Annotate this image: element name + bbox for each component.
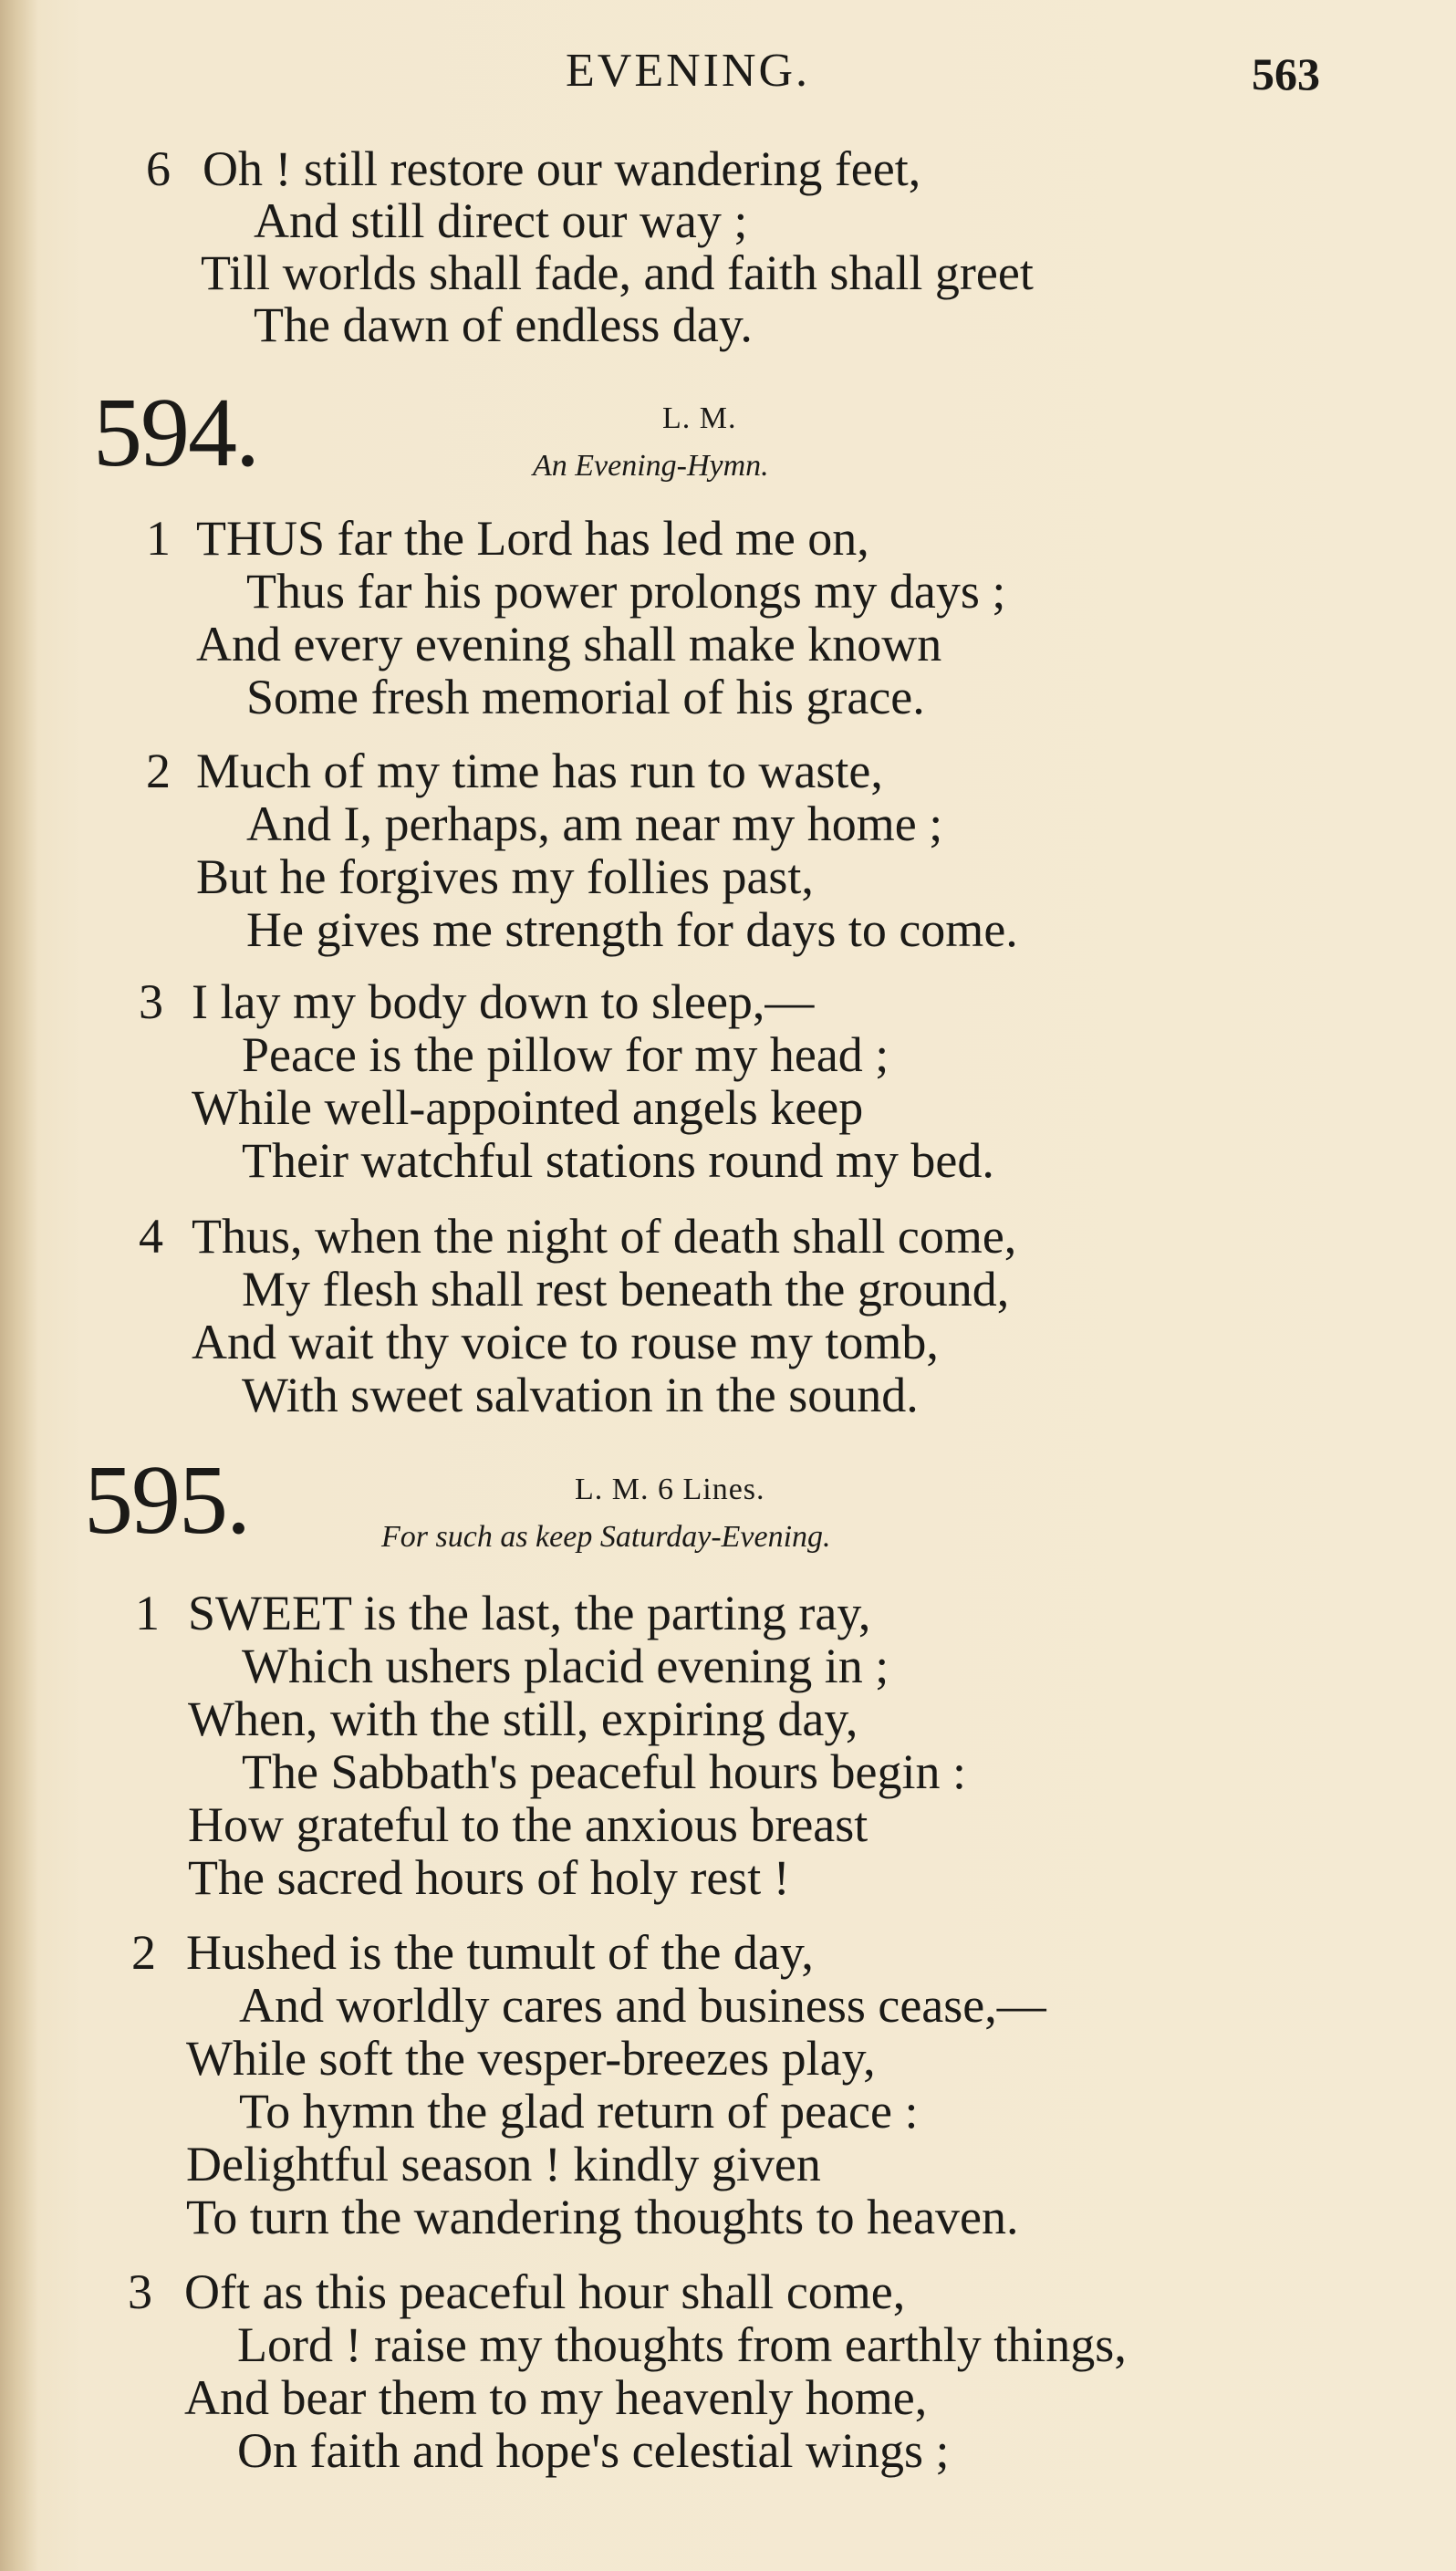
verse-line: And I, perhaps, am near my home ;	[246, 796, 943, 851]
stanza-number: 1	[146, 511, 171, 566]
verse-line: While well-appointed angels keep	[192, 1080, 864, 1135]
running-header-title: EVENING.	[566, 45, 811, 97]
verse-line: Oh ! still restore our wandering feet,	[203, 141, 921, 196]
verse-line: I lay my body down to sleep,—	[192, 974, 815, 1029]
verse-line: Till worlds shall fade, and faith shall greet	[201, 245, 1034, 300]
verse-line: Thus far his power prolongs my days ;	[246, 564, 1006, 619]
verse-line: When, with the still, expiring day,	[188, 1691, 858, 1746]
page-number: 563	[1252, 48, 1320, 99]
stanza-number: 2	[131, 1925, 156, 1980]
stanza-number: 1	[135, 1586, 160, 1640]
hymn-meter: L. M. 6 Lines.	[575, 1473, 765, 1506]
stanza-number: 2	[146, 744, 171, 798]
verse-line: Oft as this peaceful hour shall come,	[184, 2264, 906, 2319]
verse-line: To hymn the glad return of peace :	[239, 2084, 919, 2139]
verse-line: Hushed is the tumult of the day,	[186, 1925, 814, 1980]
verse-line: And worldly cares and business cease,—	[239, 1978, 1046, 2033]
hymn-subtitle: For such as keep Saturday-Evening.	[381, 1520, 831, 1554]
hymn-number: 595.	[84, 1446, 249, 1555]
verse-line: The dawn of endless day.	[254, 297, 753, 352]
verse-line: Which ushers placid evening in ;	[242, 1639, 889, 1693]
verse-line: Some fresh memorial of his grace.	[246, 670, 925, 724]
verse-line: SWEET is the last, the parting ray,	[188, 1586, 871, 1640]
verse-line: While soft the vesper-breezes play,	[186, 2031, 876, 2086]
verse-line: Lord ! raise my thoughts from earthly things,	[237, 2317, 1127, 2372]
verse-line: He gives me strength for days to come.	[246, 902, 1018, 957]
stanza-number: 3	[139, 974, 163, 1029]
verse-line: Much of my time has run to waste,	[196, 744, 883, 798]
verse-line: And still direct our way ;	[254, 193, 748, 248]
verse-line: Their watchful stations round my bed.	[242, 1133, 994, 1188]
verse-line: But he forgives my follies past,	[196, 849, 814, 904]
verse-line: THUS far the Lord has led me on,	[196, 511, 869, 566]
stanza-number: 6	[146, 141, 171, 196]
verse-line: Peace is the pillow for my head ;	[242, 1027, 889, 1082]
hymn-meter: L. M.	[662, 401, 737, 435]
verse-line: Thus, when the night of death shall come,	[192, 1209, 1017, 1264]
verse-line: And wait thy voice to rouse my tomb,	[192, 1315, 939, 1369]
verse-line: My flesh shall rest beneath the ground,	[242, 1262, 1010, 1317]
verse-line: To turn the wandering thoughts to heaven.	[186, 2190, 1019, 2244]
verse-line: On faith and hope's celestial wings ;	[237, 2423, 950, 2478]
verse-line: Delightful season ! kindly given	[186, 2137, 821, 2191]
verse-line: With sweet salvation in the sound.	[242, 1368, 919, 1422]
verse-line: And every evening shall make known	[196, 617, 942, 671]
stanza-number: 3	[128, 2264, 152, 2319]
hymn-number: 594.	[93, 379, 258, 487]
verse-line: And bear them to my heavenly home,	[184, 2370, 928, 2425]
stanza-number: 4	[139, 1209, 163, 1264]
hymn-subtitle: An Evening-Hymn.	[533, 449, 769, 483]
page-spine-shadow	[0, 0, 38, 2571]
verse-line: The Sabbath's peaceful hours begin :	[242, 1744, 966, 1799]
verse-line: How grateful to the anxious breast	[188, 1797, 868, 1852]
verse-line: The sacred hours of holy rest !	[188, 1850, 790, 1905]
